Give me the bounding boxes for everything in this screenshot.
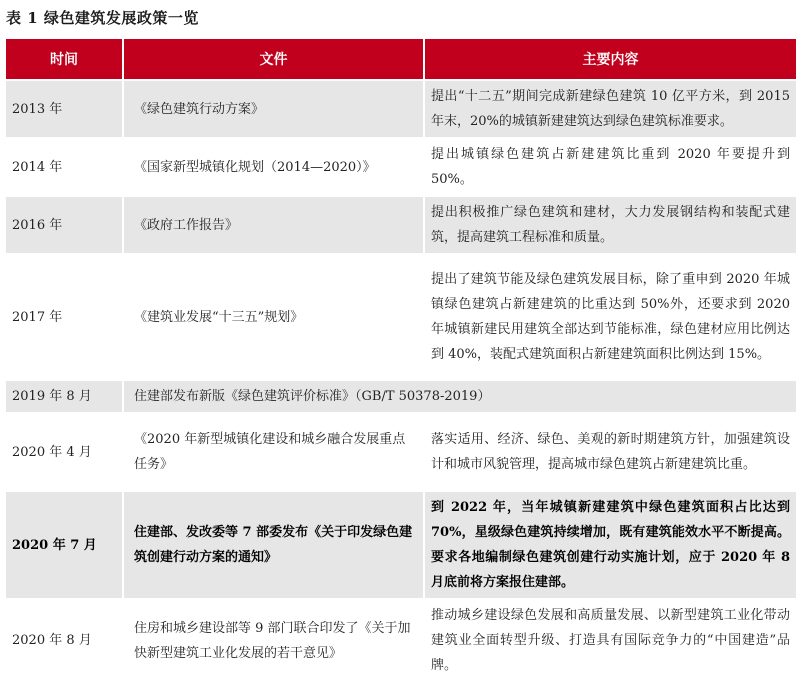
row-time: 2014 年: [6, 139, 122, 195]
table-header-row: [6, 39, 796, 79]
row-file: 《2020 年新型城镇化建设和城乡融合发展重点任务》: [124, 414, 423, 490]
row-content: 提出“十二五”期间完成新建绿色建筑 10 亿平方米，到 2015 年末，20%的城镇新建建筑达到绿色建筑标准要求。: [425, 81, 796, 137]
table-caption: 表 1 绿色建筑发展政策一览: [6, 9, 199, 27]
table-row: [6, 414, 796, 490]
row-file: 《政府工作报告》: [124, 197, 423, 253]
row-content: 提出积极推广绿色建筑和建材，大力发展钢结构和装配式建筑，提高建筑工程标准和质量。: [425, 197, 796, 253]
row-content: 到 2022 年，当年城镇新建建筑中绿色建筑面积占比达到 70%，星级绿色建筑持续增加，既有建筑能效水平不断提高。要求各地编制绿色建筑创建行动实施计划，应于 2020 年 8 月底前将方案报住建部。: [425, 492, 796, 598]
row-time: 2020 年 4 月: [6, 414, 122, 490]
table-row: [6, 255, 796, 379]
table-row: [6, 81, 796, 137]
table-row: [6, 197, 796, 253]
header-time: 时间: [6, 39, 122, 79]
row-content: 提出了建筑节能及绿色建筑发展目标，除了重申到 2020 年城镇绿色建筑占新建建筑的比重达到 50%外，还要求到 2020 年城镇新建民用建筑全部达到节能标准，绿色建材应用比例达到 40%，装配式建筑面积占新建建筑面积比例达到 15%。: [425, 255, 796, 379]
row-content: 提出城镇绿色建筑占新建建筑比重到 2020 年要提升到 50%。: [425, 139, 796, 195]
row-content: 推动城乡建设绿色发展和高质量发展、以新型建筑工业化带动建筑业全面转型升级、打造具有国际竞争力的“中国建造”品牌。: [425, 600, 796, 681]
row-time: 2020 年 7 月: [6, 492, 122, 598]
row-time: 2013 年: [6, 81, 122, 137]
row-content: 落实适用、经济、绿色、美观的新时期建筑方针，加强建筑设计和城市风貌管理，提高城市绿色建筑占新建建筑比重。: [425, 414, 796, 490]
row-file: 《建筑业发展“十三五”规划》: [124, 255, 423, 379]
row-time: 2019 年 8 月: [6, 381, 122, 412]
row-file: 《绿色建筑行动方案》: [124, 81, 423, 137]
table-row: [6, 381, 796, 412]
row-time: 2017 年: [6, 255, 122, 379]
policy-table: [4, 37, 798, 683]
row-time: 2016 年: [6, 197, 122, 253]
header-content: 主要内容: [425, 39, 796, 79]
table-row: [6, 492, 796, 598]
row-time: 2020 年 8 月: [6, 600, 122, 681]
row-file: 《国家新型城镇化规划（2014—2020）》: [124, 139, 423, 195]
table-row: [6, 600, 796, 681]
table-row: [6, 139, 796, 195]
header-file: 文件: [124, 39, 423, 79]
row-file: 住建部、发改委等 7 部委发布《关于印发绿色建筑创建行动方案的通知》: [124, 492, 423, 598]
row-file: 住建部发布新版《绿色建筑评价标准》（GB/T 50378-2019）: [124, 381, 796, 412]
row-file: 住房和城乡建设部等 9 部门联合印发了《关于加快新型建筑工业化发展的若干意见》: [124, 600, 423, 681]
